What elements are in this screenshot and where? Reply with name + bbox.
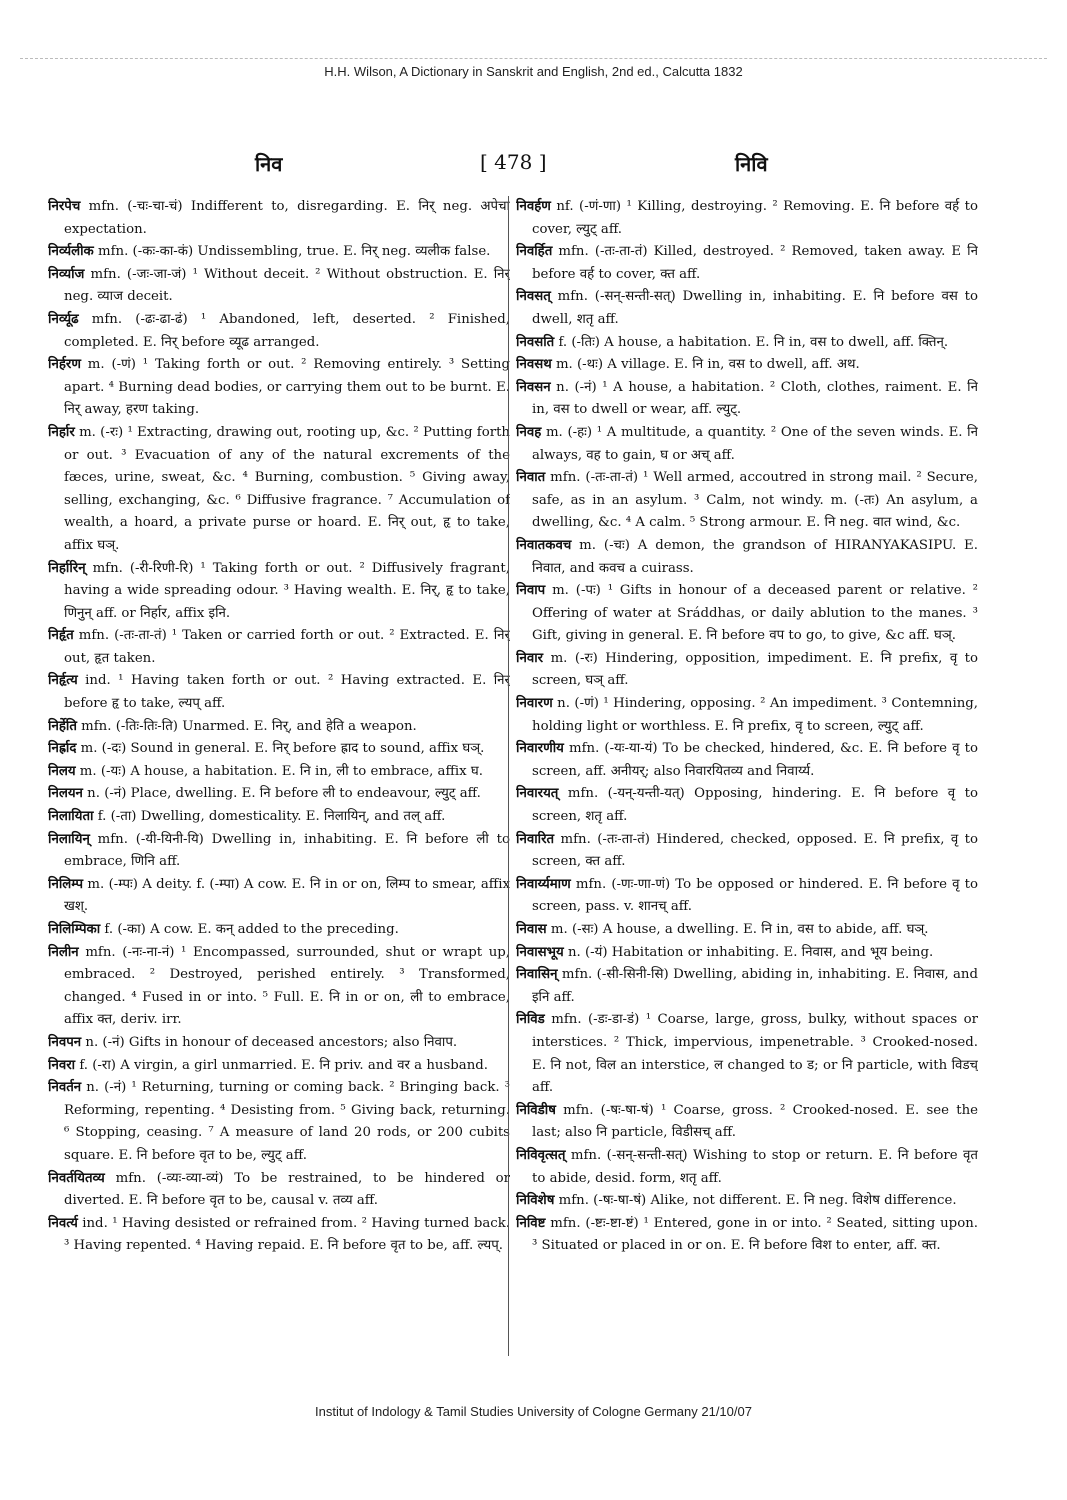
dictionary-entry <box>516 1009 978 1099</box>
dictionary-entry <box>48 874 510 919</box>
digitization-credit: Institut of Indology & Tamil Studies University of Cologne Germany 21/10/07 <box>315 1404 752 1419</box>
entry-headword: निवर्तयितव्य <box>48 1170 105 1186</box>
entry-headword: निवातकवच <box>516 537 572 553</box>
dictionary-entry <box>516 196 978 241</box>
dictionary-entry <box>516 874 978 919</box>
entry-definition: n. (-यं) Habitation or inhabiting. E. निवास, and भूय being. <box>567 944 934 960</box>
entry-definition: m. (-सः) A house, a dwelling. E. नि in, वस to abide, aff. घञ्. <box>550 922 929 937</box>
entry-headword: निलिम्पिका <box>48 922 101 937</box>
running-head-right: निवि <box>735 152 768 176</box>
entry-headword: निलिम्प <box>48 876 84 892</box>
entry-definition: mfn. (-तः-ता-तं) ¹ Taken or carried forth or out. ² Extracted. E. निर् out, हृत taken. <box>64 628 510 666</box>
entry-headword: निवह <box>516 424 542 440</box>
entry-headword: निर्व्यूढ <box>48 311 79 327</box>
source-citation: H.H. Wilson, A Dictionary in Sanskrit and English, 2nd ed., Calcutta 1832 <box>324 64 743 79</box>
entry-headword: निवात <box>516 470 546 486</box>
entry-headword: निर्हेति <box>48 718 77 734</box>
dictionary-entry <box>516 1190 978 1213</box>
entry-headword: निर्हारिन् <box>48 560 86 576</box>
dictionary-entry <box>48 761 510 784</box>
entry-headword: निलयन <box>48 786 83 802</box>
entry-definition: ind. ¹ Having desisted or refrained from. ² Having turned back. ³ Having repented. ⁴ Having repaid. E. नि before वृत to be, aff. ल्यप्. <box>64 1215 510 1254</box>
entry-definition: m. (-यः) A house, a habitation. E. नि in, ली to embrace, affix घ. <box>79 763 483 779</box>
entry-headword: निर्हृत <box>48 628 74 644</box>
entry-definition: mfn. (-तः-ता-तं) Killed, destroyed. ² Removed, taken away. E नि before वर्ह to cover, क्त aff. <box>532 244 978 282</box>
entry-definition: mfn. (-ष्टः-ष्टा-ष्टं) ¹ Entered, gone in or into. ² Seated, sitting upon. ³ Situated or placed in or on. E. नि before विश to enter, aff. क्त. <box>532 1215 978 1254</box>
entry-definition: mfn. (-यन्-यन्ती-यत्) Opposing, hindering. E. नि before वृ to screen, शतृ aff. <box>532 786 978 825</box>
entry-definition: mfn. (-तिः-तिः-ति) Unarmed. E. निर्, and हेति a weapon. <box>81 718 417 734</box>
dictionary-entry <box>48 309 510 354</box>
entry-headword: निलय <box>48 763 76 779</box>
entry-definition: mfn. (-व्यः-व्या-व्यं) To be restrained, to be hindered or diverted. E. नि before वृत to be, causal v. तव्य aff. <box>64 1170 510 1209</box>
scan-edge-line <box>20 58 1047 59</box>
entry-definition: n. (-णं) ¹ Hindering, opposing. ² An impediment. ³ Contemning, holding light or worthless. E. नि prefix, वृ to screen, ल्युट् aff. <box>532 696 978 734</box>
dictionary-entry <box>48 919 510 942</box>
dictionary-entry <box>516 377 978 422</box>
entry-headword: निर्हार <box>48 424 75 440</box>
entry-definition: m. (-णं) ¹ Taking forth or out. ² Removing entirely. ³ Setting apart. ⁴ Burning dead bodies, or carrying them out to be burnt. E. निर् away, हरण taking. <box>64 357 510 418</box>
entry-headword: निवपन <box>48 1034 82 1050</box>
entry-definition: mfn. (-सी-सिनी-सि) Dwelling, abiding in, inhabiting. E. निवास, and इनि aff. <box>532 967 978 1005</box>
entry-definition: m. (-थः) A village. E. नि in, वस to dwell, aff. अथ. <box>555 357 860 373</box>
entry-headword: निवसथ <box>516 357 552 373</box>
entry-definition: mfn. (-यः-या-यं) To be checked, hindered, &c. E. नि before वृ to screen, aff. अनीयर्; also निवारयितव्य and निवार्य्य. <box>532 741 978 779</box>
dictionary-entry <box>516 580 978 648</box>
entry-headword: निर्ह्राद <box>48 741 77 757</box>
dictionary-entry <box>516 422 978 467</box>
entry-headword: निवार <box>516 650 544 666</box>
entry-definition: mfn. (-सन्-सन्ती-सत्) Dwelling in, inhabiting. E. नि before वस to dwell, शतृ aff. <box>532 289 978 327</box>
entry-definition: m. (-हः) ¹ A multitude, a quantity. ² One of the seven winds. E. नि always, वह to gain, घ or अच् aff. <box>532 424 978 463</box>
entry-definition: mfn. (-तः-ता-तं) ¹ Well armed, accoutred in strong mail. ² Secure, safe, as in an asylum. ³ Calm, not windy. m. (-तः) An asylum, a dwelling, &c. ⁴ A calm. ⁵ Strong armour. E. नि neg. वात wind, &c. <box>532 470 978 531</box>
entry-definition: m. (-पः) ¹ Gifts in honour of a deceased parent or relative. ² Offering of water at Sráddhas, or daily ablution to the manes. ³ Gift, giving in general. E. नि before वप to go, to give, &c aff. घञ्. <box>532 583 978 644</box>
dictionary-entry <box>48 738 510 761</box>
dictionary-entry <box>48 422 510 558</box>
entry-headword: निवारयत् <box>516 786 559 802</box>
dictionary-entry <box>516 942 978 965</box>
dictionary-entry <box>516 783 978 828</box>
entry-headword: निवासभूय <box>516 944 564 960</box>
entry-definition: mfn. (-कः-का-कं) Undissembling, true. E. निर् neg. व्यलीक false. <box>98 244 491 260</box>
dictionary-entry <box>516 332 978 355</box>
entry-definition: mfn. (-ढः-ढा-ढं) ¹ Abandoned, left, deserted. ² Finished, completed. E. निर् before व्यूढ arranged. <box>64 311 510 350</box>
entry-definition: nf. (-णं-णा) ¹ Killing, destroying. ² Removing. E. नि before वर्ह to cover, ल्युट् aff. <box>532 199 978 237</box>
entry-headword: निवारण <box>516 696 553 712</box>
entry-definition: mfn. (-सन्-सन्ती-सत्) Wishing to stop or return. E. नि before वृत to abide, desid. form, शतृ aff. <box>532 1147 978 1186</box>
entry-headword: निविष्ट <box>516 1215 546 1231</box>
entry-definition: mfn. (-डः-डा-डं) ¹ Coarse, large, gross, bulky, without spaces or interstices. ² Thick, impervious, impenetrable. ³ Crooked-nosed. E. नि not, विल an interstice, ल changed to ड; or नि particle, with विडच् aff. <box>532 1012 978 1096</box>
entry-definition: f. (-ता) Dwelling, domesticality. E. निलायिन्, and तल् aff. <box>97 809 446 825</box>
entry-headword: निविडीष <box>516 1102 556 1118</box>
dictionary-entry <box>516 286 978 331</box>
entry-headword: निर्हृत्य <box>48 673 78 689</box>
running-head <box>30 150 1040 186</box>
entry-headword: निविवृत्सत् <box>516 1147 566 1163</box>
dictionary-entry <box>48 670 510 715</box>
entry-headword: निवसत् <box>516 289 551 305</box>
entry-definition: m. (-चः) A demon, the grandson of HIRANYAKASIPU. E. निवात, and कवच a cuirass. <box>532 537 978 576</box>
entry-headword: निर्हरण <box>48 357 81 373</box>
entry-headword: निवसन <box>516 379 551 395</box>
dictionary-entry <box>516 1100 978 1145</box>
dictionary-entry <box>516 1145 978 1190</box>
entry-definition: mfn. (-षः-षा-षं) ¹ Coarse, gross. ² Crooked-nosed. E. see the last; also नि particle, विडीसच् aff. <box>532 1102 978 1141</box>
entry-headword: निवर्त्य <box>48 1215 78 1231</box>
dictionary-entry <box>48 1032 510 1055</box>
entry-definition: mfn. (-तः-ता-तं) Hindered, checked, opposed. E. नि prefix, वृ to screen, क्त aff. <box>532 831 978 870</box>
left-column <box>48 196 510 1391</box>
dictionary-entry <box>48 1168 510 1213</box>
dictionary-entry <box>48 1077 510 1167</box>
dictionary-entry <box>516 467 978 535</box>
running-head-left: निव <box>255 152 283 176</box>
dictionary-entry <box>48 829 510 874</box>
dictionary-columns <box>48 196 1048 1391</box>
entry-definition: m. (-रः) ¹ Extracting, drawing out, rooting up, &c. ² Putting forth or out. ³ Evacuation of any of the natural excrements of the fæces, urine, sweat, &c. ⁴ Burning, combustion. ⁵ Giving away, selling, exchanging, &c. ⁶ Diffusive fragrance. ⁷ Accumulation of wealth, a hoard, a private purse or hoard. E. निर् out, हृ to take, affix घञ्. <box>64 424 510 553</box>
entry-headword: निवार्य्यमाण <box>516 876 571 892</box>
entry-headword: निरपेच <box>48 199 81 214</box>
entry-headword: निवारणीय <box>516 741 564 757</box>
dictionary-entry <box>516 354 978 377</box>
page-number: [ 478 ] <box>480 150 547 174</box>
entry-definition: mfn. (-चः-चा-चं) Indifferent to, disregarding. E. निर् neg. अपेचा expectation. <box>64 199 510 237</box>
entry-headword: निर्व्यलीक <box>48 244 94 260</box>
entry-headword: निलायिता <box>48 809 94 825</box>
entry-headword: निवास <box>516 922 547 937</box>
dictionary-entry <box>48 1055 510 1078</box>
entry-headword: निविशेष <box>516 1193 555 1209</box>
dictionary-entry <box>516 241 978 286</box>
column-divider <box>508 196 509 1356</box>
entry-definition: n. (-नं) ¹ A house, a habitation. ² Cloth, clothes, raiment. E. नि in, वस to dwell or wear, aff. ल्युट्. <box>532 379 978 418</box>
entry-definition: mfn. (-री-रिणी-रि) ¹ Taking forth or out. ² Diffusively fragrant, having a wide spreading odour. ³ Having wealth. E. निर्, हृ to take, णिनुन् aff. or निर्हार, affix इनि. <box>64 560 510 621</box>
entry-definition: n. (-नं) Place, dwelling. E. नि before ली to endeavour, ल्युट् aff. <box>87 786 481 802</box>
entry-definition: n. (-नं) ¹ Returning, turning or coming back. ² Bringing back. ³ Reforming, repenting. ⁴ Desisting from. ⁵ Giving back, returning. ⁶ Stopping, ceasing. ⁷ A measure of land 20 rods, or 200 cubits square. E. नि before वृत to be, ल्युट् aff. <box>64 1080 510 1163</box>
entry-definition: ind. ¹ Having taken forth or out. ² Having extracted. E. निर् before हृ to take, ल्यप् aff. <box>64 673 510 712</box>
entry-definition: mfn. (-नः-ना-नं) ¹ Encompassed, surrounded, shut or wrapt up, embraced. ² Destroyed, perished entirely. ³ Transformed, changed. ⁴ Fused in or into. ⁵ Full. E. नि in or on, ली to embrace, affix क्त, deriv. irr. <box>64 944 510 1028</box>
entry-headword: निवाप <box>516 583 546 599</box>
dictionary-entry <box>48 354 510 422</box>
entry-headword: निवरा <box>48 1057 76 1073</box>
dictionary-entry <box>516 693 978 738</box>
entry-definition: f. (-रा) A virgin, a girl unmarried. E. नि priv. and वर a husband. <box>79 1057 489 1073</box>
entry-headword: निवर्हित <box>516 244 553 260</box>
entry-headword: निवारित <box>516 831 555 847</box>
entry-headword: निर्व्याज <box>48 266 85 282</box>
entry-definition: mfn. (-यी-यिनी-यि) Dwelling in, inhabiting. E. नि before ली to embrace, णिनि aff. <box>64 831 510 870</box>
entry-definition: m. (-म्पः) A deity. f. (-म्पा) A cow. E. नि in or on, लिम्प to smear, affix खश्. <box>64 876 510 915</box>
dictionary-entry <box>48 783 510 806</box>
entry-definition: f. (-का) A cow. E. कन् added to the preceding. <box>104 922 399 937</box>
dictionary-entry <box>516 829 978 874</box>
entry-definition: mfn. (-षः-षा-षं) Alike, not different. E. नि neg. विशेष difference. <box>558 1193 957 1209</box>
dictionary-entry <box>48 716 510 739</box>
entry-headword: निवर्तन <box>48 1080 82 1096</box>
entry-headword: निवर्हण <box>516 199 551 214</box>
dictionary-entry <box>48 196 510 241</box>
dictionary-entry <box>48 558 510 626</box>
entry-headword: निलीन <box>48 944 79 960</box>
entry-headword: निवसति <box>516 334 555 350</box>
entry-headword: निविड <box>516 1012 545 1028</box>
dictionary-entry <box>516 964 978 1009</box>
dictionary-entry <box>516 738 978 783</box>
dictionary-entry <box>516 648 978 693</box>
dictionary-entry <box>48 625 510 670</box>
dictionary-entry <box>48 241 510 264</box>
entry-headword: निलायिन् <box>48 831 90 847</box>
dictionary-entry <box>516 919 978 942</box>
entry-definition: mfn. (-णः-णा-णं) To be opposed or hindered. E. नि before वृ to screen, pass. v. शानच् aff. <box>532 876 978 915</box>
entry-definition: f. (-तिः) A house, a habitation. E. नि in, वस to dwell, aff. क्तिन्. <box>558 334 949 350</box>
dictionary-entry <box>48 942 510 1032</box>
entry-definition: m. (-रः) Hindering, opposition, impediment. E. नि prefix, वृ to screen, घञ् aff. <box>532 650 978 689</box>
dictionary-entry <box>48 806 510 829</box>
entry-definition: m. (-दः) Sound in general. E. निर् before ह्राद to sound, affix घञ्. <box>80 741 485 757</box>
right-column <box>516 196 978 1391</box>
entry-definition: n. (-नं) Gifts in honour of deceased ancestors; also निवाप. <box>85 1034 458 1050</box>
entry-definition: mfn. (-जः-जा-जं) ¹ Without deceit. ² Without obstruction. E. निर् neg. व्याज deceit. <box>64 266 510 305</box>
entry-headword: निवासिन् <box>516 967 558 983</box>
dictionary-entry <box>516 1213 978 1258</box>
dictionary-entry <box>48 1213 510 1258</box>
dictionary-entry <box>48 264 510 309</box>
dictionary-entry <box>516 535 978 580</box>
